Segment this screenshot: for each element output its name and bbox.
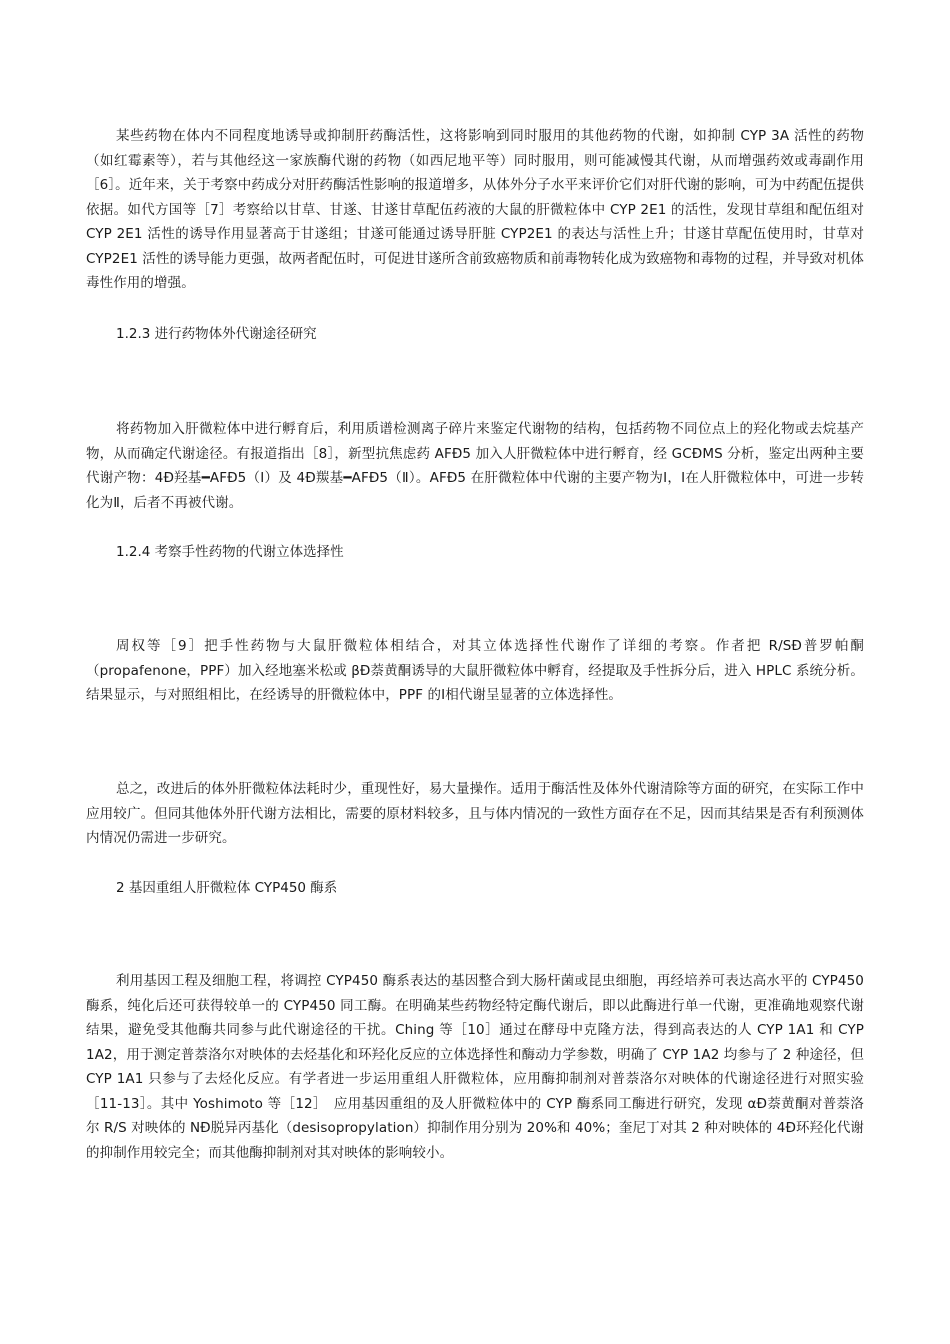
- section-heading-2: 2 基因重组人肝微粒体 CYP450 酶系: [116, 880, 338, 896]
- section-heading-1-2-3: 1.2.3 进行药物体外代谢途径研究: [116, 326, 317, 342]
- paragraph-recombinant-cyp450: 利用基因工程及细胞工程，将调控 CYP450 酶系表达的基因整合到大肠杆菌或昆虫细胞，再经培养可表达高水平的 CYP450 酶系，纯化后还可获得较单一的 CYP450 同工酶。在明确某些药物经特定酶代谢后，即以此酶进行单一代谢，更准确地观察代谢结果，避免受其他酶共同参与此代谢途径的干扰。Ching 等［10］通过在酵母中克隆方法，得到高表达的人 CYP 1A1 和 CYP 1A2，用于测定普萘洛尔对映体的去烃基化和环羟化反应的立体选择性和酶动力学参数，明确了 CYP 1A2 均参与了 2 种途径，但 CYP 1A1 只参与了去烃化反应。有学者进一步运用重组人肝微粒体，应用酶抑制剂对普萘洛尔对映体的代谢途径进行对照实验［11-13］。其中 Yoshimoto 等［12］ 应用基因重组的及人肝微粒体中的 CYP 酶系同工酶进行研究，发现 αÐ萘黄酮对普萘洛尔 R/S 对映体的 NÐ脱异丙基化（desisopropylation）抑制作用分别为 20%和 40%；奎尼丁对其 2 种对映体的 4Ð环羟化代谢的抑制作用较完全；而其他酶抑制剂对其对映体的影响较小。: [86, 973, 865, 1161]
- paragraph-summary: 总之，改进后的体外肝微粒体法耗时少，重现性好，易大量操作。适用于酶活性及体外代谢清除等方面的研究，在实际工作中应用较广。但同其他体外肝代谢方法相比，需要的原材料较多，且与体内情况的一致性方面存在不足，因而其结果是否有利预测体内情况仍需进一步研究。: [86, 781, 864, 846]
- section-heading-1-2-4: 1.2.4 考察手性药物的代谢立体选择性: [116, 544, 344, 560]
- paragraph-chiral-stereoselectivity: 周权等［9］把手性药物与大鼠肝微粒体相结合，对其立体选择性代谢作了详细的考察。作者把 R/SÐ普罗帕酮（propafenone，PPF）加入经地塞米松或 βÐ萘黄酮诱导的大鼠肝微粒体中孵育，经提取及手性拆分后，进入 HPLC 系统分析。结果显示，与对照组相比，在经诱导的肝微粒体中，PPF 的Ⅰ相代谢呈显著的立体选择性。: [86, 638, 864, 703]
- paragraph-metabolic-pathway: 将药物加入肝微粒体中进行孵育后，利用质谱检测离子碎片来鉴定代谢物的结构，包括药物不同位点上的羟化物或去烷基产物，从而确定代谢途径。有报道指出［8］，新型抗焦虑药 AFÐ5 加入人肝微粒体中进行孵育，经 GCÐMS 分析，鉴定出两种主要代谢产物：4Ð羟基━AFÐ5（Ⅰ）及 4Ð羰基━AFÐ5（Ⅱ）。AFÐ5 在肝微粒体中代谢的主要产物为Ⅰ，Ⅰ在人肝微粒体中，可进一步转化为Ⅱ，后者不再被代谢。: [86, 421, 864, 511]
- paragraph-enzyme-induction: 某些药物在体内不同程度地诱导或抑制肝药酶活性，这将影响到同时服用的其他药物的代谢，如抑制 CYP 3A 活性的药物（如红霉素等），若与其他经这一家族酶代谢的药物（如西尼地平等）同时服用，则可能减慢其代谢，从而增强药效或毒副作用［6］。近年来，关于考察中药成分对肝药酶活性影响的报道增多，从体外分子水平来评价它们对肝代谢的影响，可为中药配伍提供依据。如代方国等［7］考察给以甘草、甘遂、甘遂甘草配伍药液的大鼠的肝微粒体中 CYP 2E1 的活性，发现甘草组和配伍组对 CYP 2E1 活性的诱导作用显著高于甘遂组；甘遂可能通过诱导肝脏 CYP2E1 的表达与活性上升；甘遂甘草配伍使用时，甘草对 CYP2E1 活性的诱导能力更强，故两者配伍时，可促进甘遂所含前致癌物质和前毒物转化成为致癌物和毒物的过程，并导致对机体毒性作用的增强。: [86, 128, 864, 291]
